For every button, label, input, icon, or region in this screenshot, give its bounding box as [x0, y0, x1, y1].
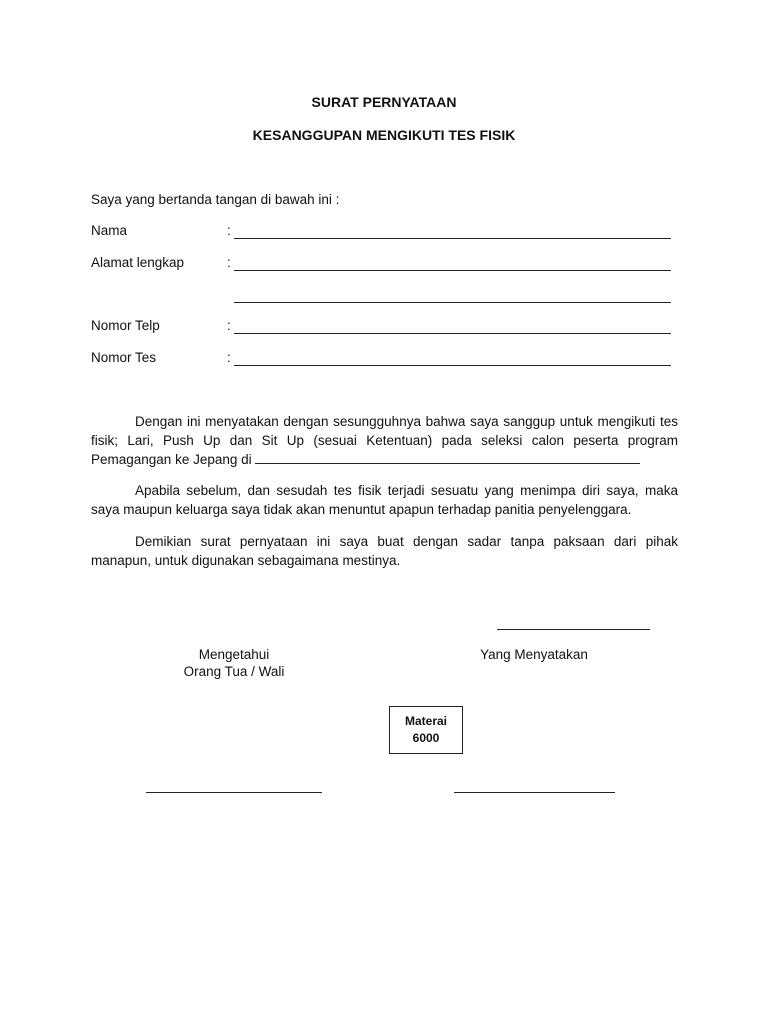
field-separator: :: [227, 223, 231, 238]
field-line-telp[interactable]: [234, 333, 671, 334]
paragraph-waiver-text: Apabila sebelum, dan sesudah tes fisik terjadi sesuatu yang menimpa diri saya, maka saya maupun keluarga saya tidak akan menuntut apapun terhadap panitia penyelenggara.: [91, 483, 678, 517]
field-separator: :: [227, 318, 231, 333]
stamp-value: 6000: [412, 731, 440, 745]
field-line-nama[interactable]: [234, 238, 671, 239]
left-signatory-title: Mengetahui: [198, 647, 270, 662]
field-label-nama: Nama: [91, 223, 128, 238]
left-signature-line[interactable]: [146, 792, 322, 793]
field-label-alamat: Alamat lengkap: [91, 255, 185, 270]
field-label-telp: Nomor Telp: [91, 318, 160, 333]
right-signature-line[interactable]: [454, 792, 615, 793]
stamp-box: [389, 706, 463, 754]
paragraph-statement-text: Dengan ini menyatakan dengan sesungguhnya bahwa saya sanggup untuk mengikuti tes fisik; Lari, Push Up dan Sit Up (sesuai Ketentuan) pada seleksi calon peserta program Pemagangan ke Jepang di: [91, 414, 678, 467]
location-blank-line[interactable]: [255, 451, 640, 464]
paragraph-closing: [91, 532, 678, 570]
field-separator: :: [227, 350, 231, 365]
right-signatory-title: Yang Menyatakan: [480, 647, 588, 662]
field-label-nomor-tes: Nomor Tes: [91, 350, 157, 365]
paragraph-waiver: [91, 481, 678, 519]
left-signatory-subtitle: Orang Tua / Wali: [183, 664, 285, 679]
document-subtitle: KESANGGUPAN MENGIKUTI TES FISIK: [252, 127, 516, 143]
stamp-label: Materai: [404, 714, 448, 728]
field-line-alamat[interactable]: [234, 270, 671, 271]
intro-text: Saya yang bertanda tangan di bawah ini :: [91, 192, 340, 207]
paragraph-statement: [91, 412, 678, 469]
field-separator: :: [227, 255, 231, 270]
field-line-nomor-tes[interactable]: [234, 365, 671, 366]
field-line-alamat-2[interactable]: [234, 302, 671, 303]
document-title: SURAT PERNYATAAN: [311, 94, 457, 110]
signature-date-line[interactable]: [497, 629, 650, 630]
paragraph-closing-text: Demikian surat pernyataan ini saya buat dengan sadar tanpa paksaan dari pihak manapun, untuk digunakan sebagaimana mestinya.: [91, 534, 678, 568]
